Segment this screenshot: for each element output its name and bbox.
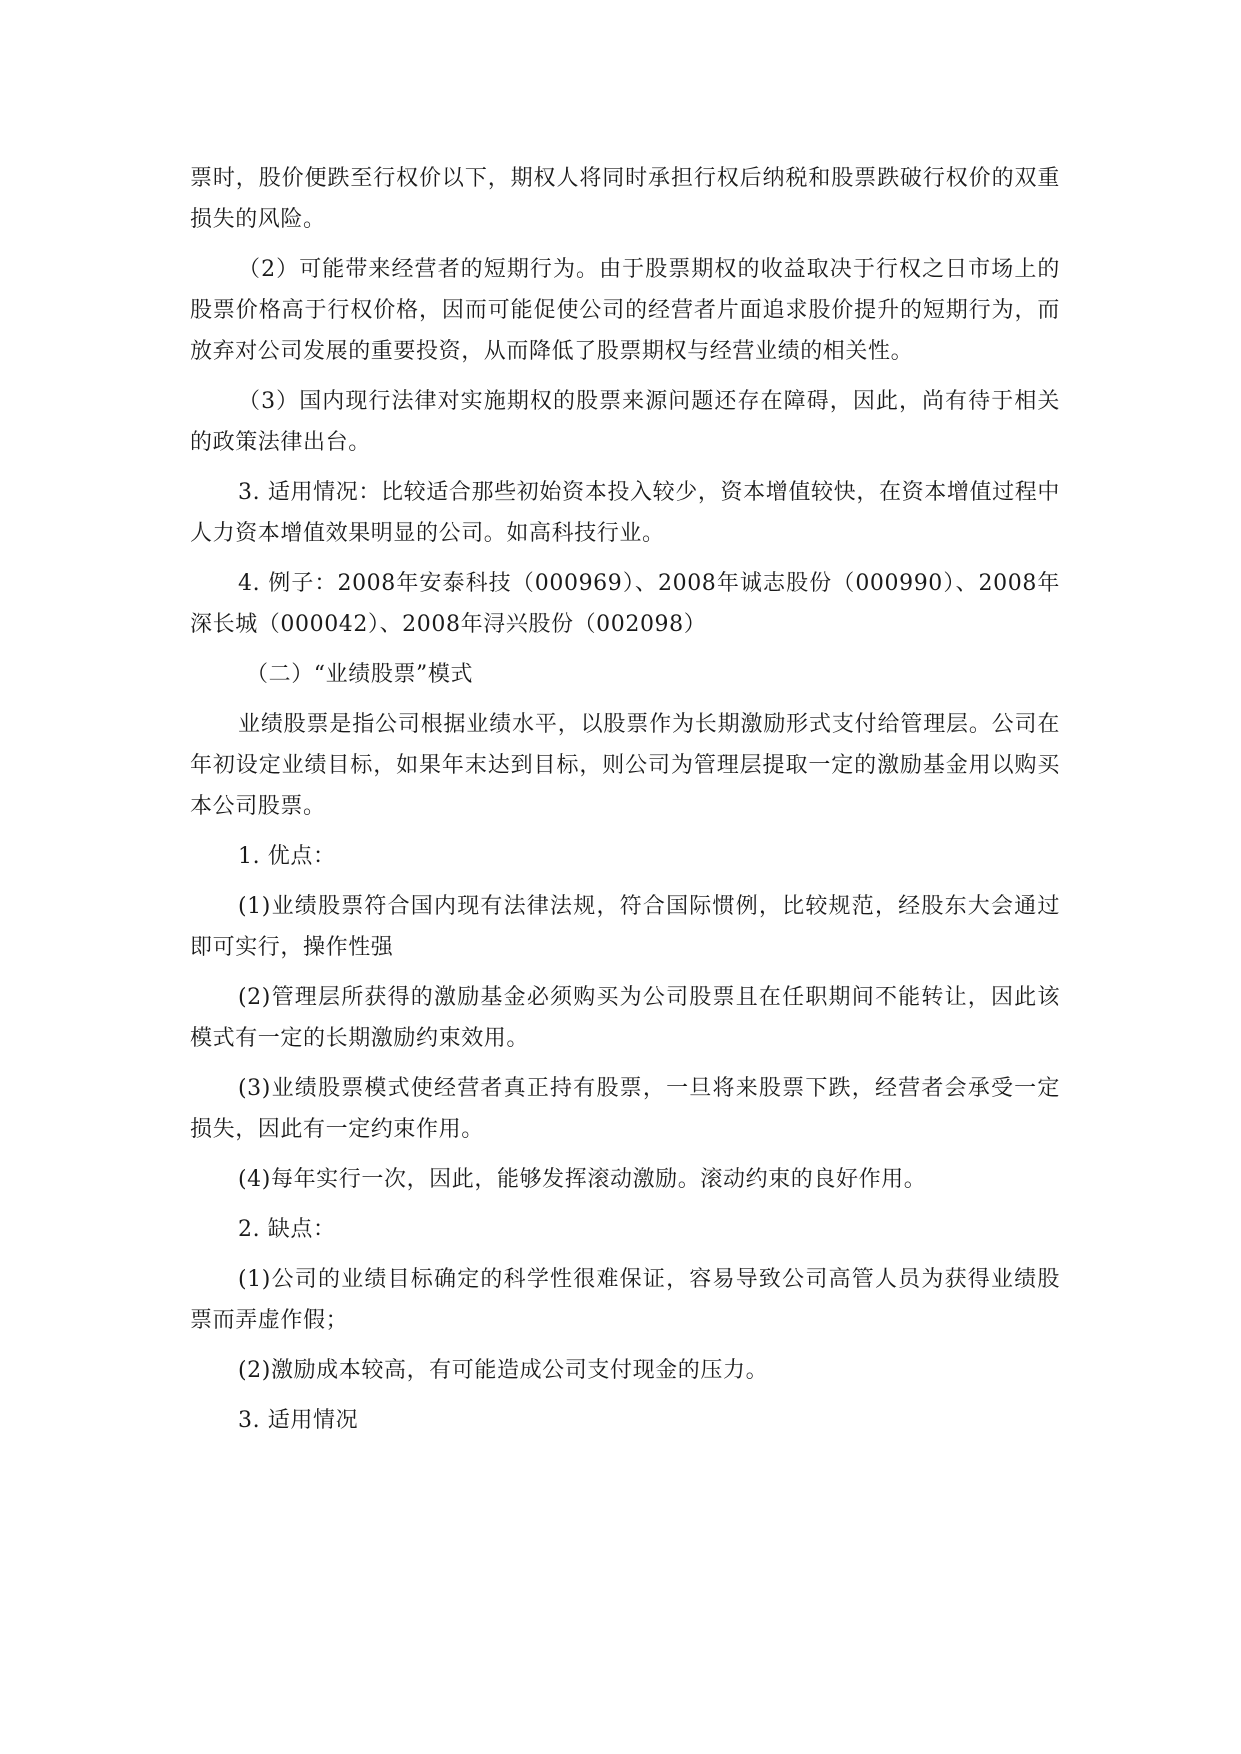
paragraph-advantage-3: (3)业绩股票模式使经营者真正持有股票，一旦将来股票下跌，经营者会承受一定损失，因此有一定约束作用。 (190, 1076, 1060, 1142)
section-heading: （二）“业绩股票”模式 (246, 662, 474, 687)
paragraph-advantage-4: (4)每年实行一次，因此，能够发挥滚动激励。滚动约束的良好作用。 (238, 1167, 927, 1192)
paragraph-examples: 4. 例子：2008年安泰科技（000969）、2008年诚志股份（000990）、2008年深长城（000042）、2008年浔兴股份（002098） (190, 571, 1060, 637)
paragraph-applicable-2: 3. 适用情况 (238, 1408, 359, 1433)
paragraph-continuation: 票时，股价便跌至行权价以下，期权人将同时承担行权后纳税和股票跌破行权价的双重损失的风险。 (190, 166, 1060, 232)
paragraph-applicable: 3. 适用情况：比较适合那些初始资本投入较少，资本增值较快，在资本增值过程中人力资本增值效果明显的公司。如高科技行业。 (190, 480, 1060, 546)
paragraph-advantage-1: (1)业绩股票符合国内现有法律法规，符合国际惯例，比较规范，经股东大会通过即可实行，操作性强 (190, 894, 1060, 960)
paragraph-disadvantage-2: （2）可能带来经营者的短期行为。由于股票期权的收益取决于行权之日市场上的股票价格高于行权价格，因而可能促使公司的经营者片面追求股价提升的短期行为，而放弃对公司发展的重要投资，从而降低了股票期权与经营业绩的相关性。 (190, 257, 1060, 364)
paragraph-definition: 业绩股票是指公司根据业绩水平，以股票作为长期激励形式支付给管理层。公司在年初设定业绩目标，如果年末达到目标，则公司为管理层提取一定的激励基金用以购买本公司股票。 (190, 712, 1060, 819)
paragraph-advantages-title: 1. 优点： (238, 844, 336, 869)
document-body (190, 158, 1060, 1450)
paragraph-advantage-2: (2)管理层所获得的激励基金必须购买为公司股票且在任职期间不能转让，因此该模式有一定的长期激励约束效用。 (190, 985, 1060, 1051)
paragraph-dis-2: (2)激励成本较高，有可能造成公司支付现金的压力。 (238, 1358, 769, 1383)
paragraph-dis-1: (1)公司的业绩目标确定的科学性很难保证，容易导致公司高管人员为获得业绩股票而弄虚作假； (190, 1267, 1060, 1333)
paragraph-disadvantage-3: （3）国内现行法律对实施期权的股票来源问题还存在障碍，因此，尚有待于相关的政策法律出台。 (190, 389, 1060, 455)
paragraph-disadvantages-title: 2. 缺点： (238, 1217, 336, 1242)
